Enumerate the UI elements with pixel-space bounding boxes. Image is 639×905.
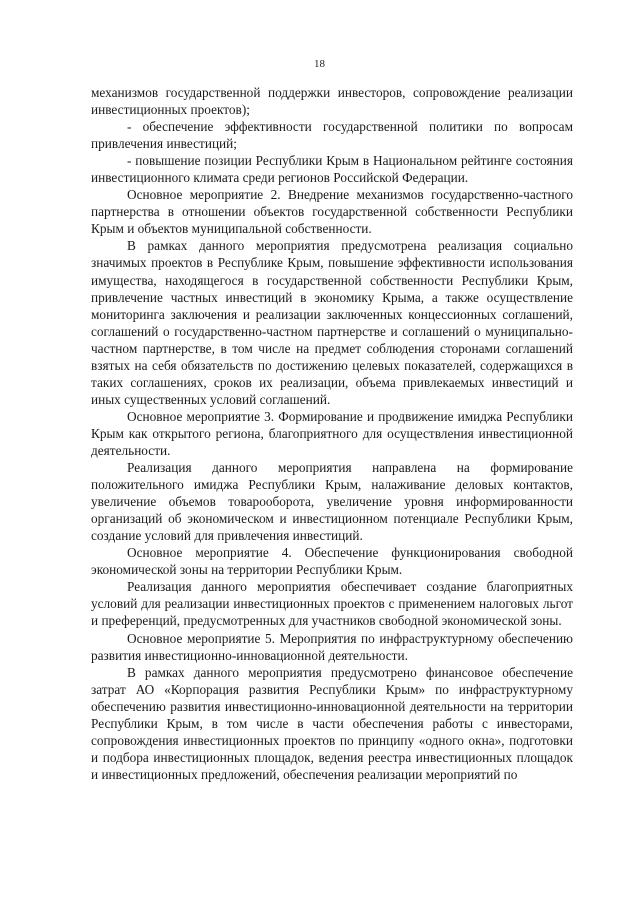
paragraph-activity-4-heading: Основное мероприятие 4. Обеспечение функционирования свободной экономической зоны на территории Республики Крым. (91, 545, 573, 578)
paragraph-activity-3-description: Реализация данного мероприятия направлена на формирование положительного имиджа Республики Крым, налаживание деловых контактов, увеличение объемов товарооборота, увеличение уровня информированности организаций об экономическом и инвестиционном потенциале Республики Крым, создание условий для привлечения инвестиций. (91, 460, 573, 544)
paragraph-continuation: механизмов государственной поддержки инвесторов, сопровождение реализации инвестиционных проектов); (91, 85, 573, 118)
paragraph-activity-3-heading: Основное мероприятие 3. Формирование и продвижение имиджа Республики Крым как открытого региона, благоприятного для осуществления инвестиционной деятельности. (91, 408, 573, 458)
paragraph-activity-2-description: В рамках данного мероприятия предусмотрена реализация социально значимых проектов в Республике Крым, повышение эффективности использования имущества, находящегося в государственной собственности Республики Крым, привлечение частных инвестиций в экономику Крыма, а также осуществление мониторинга заключения и реализации заключенных концессионных соглашений, соглашений о государственно-частном партнерстве и соглашений о муниципально-частном партнерстве, в том числе на предмет соблюдения сторонами соглашений взятых на себя обязательств по достижению целевых показателей, содержащихся в таких соглашениях, сроков их реализации, объема привлекаемых инвестиций и иных существенных условий соглашений. (91, 238, 573, 407)
paragraph-bullet-rating-position: - повышение позиции Республики Крым в Национальном рейтинге состояния инвестиционного климата среди регионов Российской Федерации. (91, 153, 573, 186)
document-body (91, 84, 573, 783)
paragraph-activity-4-description: Реализация данного мероприятия обеспечивает создание благоприятных условий для реализации инвестиционных проектов с применением налоговых льгот и преференций, предусмотренных для участников свободной экономической зоны. (91, 579, 573, 629)
paragraph-activity-2-heading: Основное мероприятие 2. Внедрение механизмов государственно-частного партнерства в отношении объектов государственной собственности Республики Крым и объектов муниципальной собственности. (91, 187, 573, 237)
paragraph-activity-5-heading: Основное мероприятие 5. Мероприятия по инфраструктурному обеспечению развития инвестиционно-инновационной деятельности. (91, 630, 573, 663)
page-number: 18 (314, 58, 325, 70)
paragraph-bullet-policy-efficiency: - обеспечение эффективности государственной политики по вопросам привлечения инвестиций; (91, 119, 573, 152)
paragraph-activity-5-description: В рамках данного мероприятия предусмотрено финансовое обеспечение затрат АО «Корпорация развития Республики Крым» по инфраструктурному обеспечению развития инвестиционно-инновационной деятельности на территории Республики Крым, в том числе в части обеспечения работы с инвесторами, сопровождения инвестиционных проектов по принципу «одного окна», подготовки и подбора инвестиционных площадок, ведения реестра инвестиционных площадок и инвестиционных предложений, обеспечения реализации мероприятий по (91, 664, 573, 782)
